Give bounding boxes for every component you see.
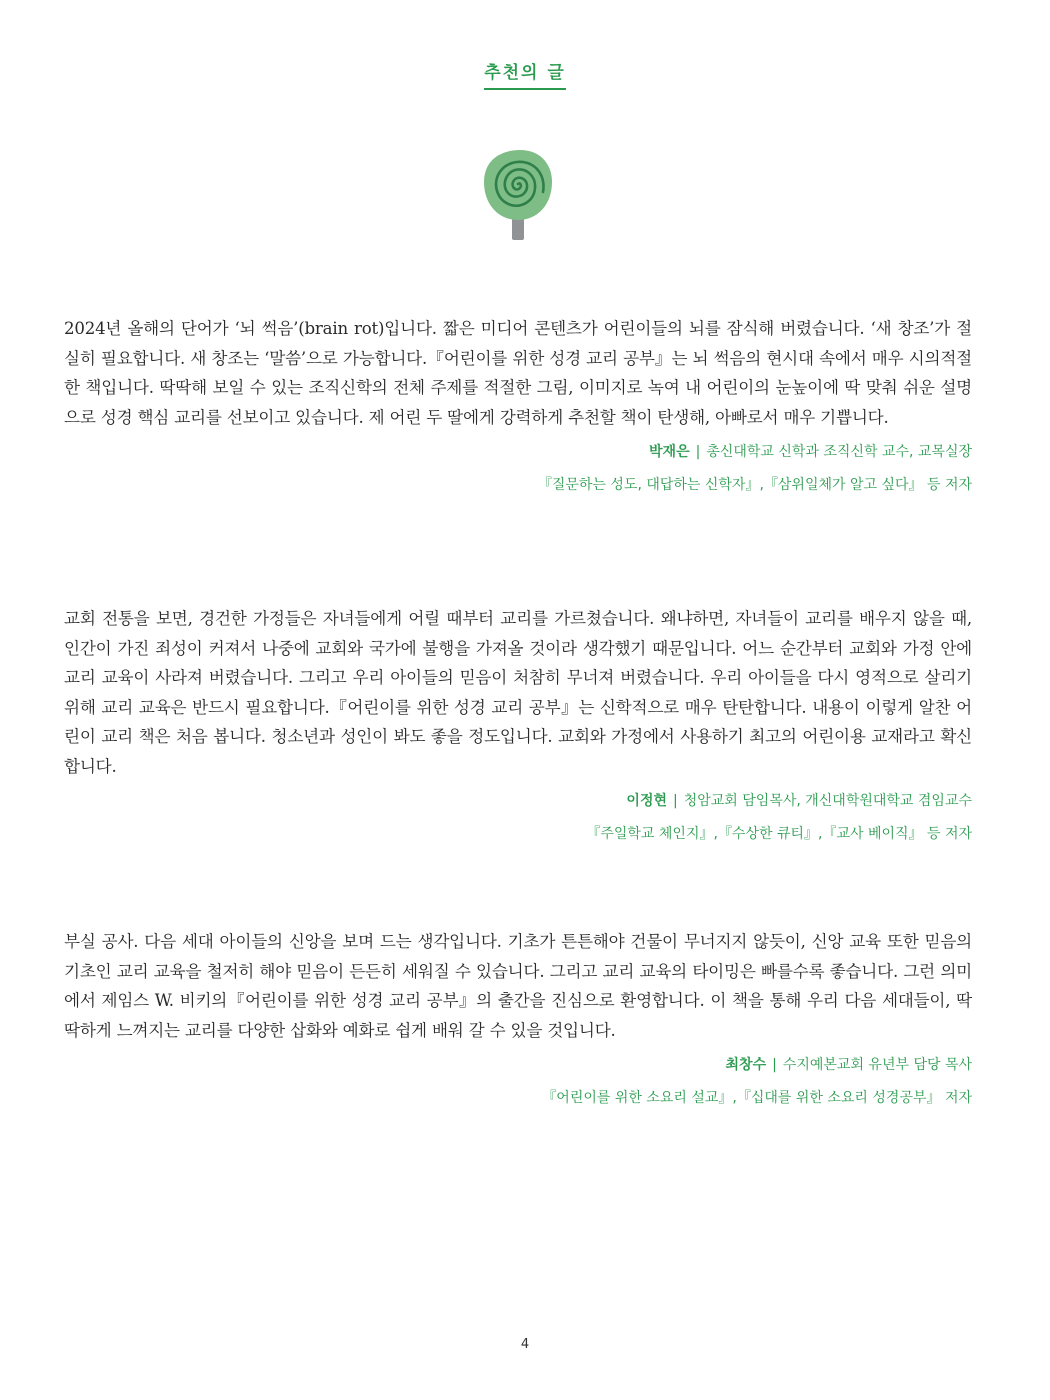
author-name: 최창수 <box>725 1057 767 1073</box>
author-position: 청암교회 담임목사, 개신대학원대학교 겸임교수 <box>683 793 972 809</box>
section-title-text: 추천의 글 <box>484 58 566 90</box>
credit-separator: | <box>695 444 701 460</box>
author-position: 총신대학교 신학과 조직신학 교수, 교목실장 <box>706 444 972 460</box>
recommendation-text: 부실 공사. 다음 세대 아이들의 신앙을 보며 드는 생각입니다. 기초가 튼튼해야 건물이 무너지지 않듯이, 신앙 교육 또한 믿음의 기초인 교리 교육을 철저히 해야 믿음이 든든히 세워질 수 있습니다. 그리고 교리 교육의 타이밍은 빠를수록 좋습니다. 그런 의미에서 제임스 W. 비키의『어린이를 위한 성경 교리 공부』의 출간을 진심으로 환영합니다. 이 책을 통해 우리 다음 세대들이, 딱딱하게 느껴지는 교리를 다양한 삽화와 예화로 쉽게 배워 갈 수 있을 것입니다. <box>64 932 972 1040</box>
recommendation-block-2 <box>64 604 972 844</box>
tree-illustration-icon <box>478 146 558 242</box>
credit-separator: | <box>673 793 678 809</box>
recommendation-block-3 <box>64 927 972 1108</box>
section-title <box>0 58 1050 90</box>
author-books: 『주일학교 체인지』,『수상한 큐티』,『교사 베이직』 등 저자 <box>586 826 972 842</box>
recommendation-text: 2024년 올해의 단어가 ‘뇌 썩음’(brain rot)입니다. 짧은 미디어 콘텐츠가 어린이들의 뇌를 잠식해 버렸습니다. ‘새 창조’가 절실히 필요합니다. 새 창조는 ‘말씀’으로 가능합니다.『어린이를 위한 성경 교리 공부』는 뇌 썩음의 현시대 속에서 매우 시의적절한 책입니다. 딱딱해 보일 수 있는 조직신학의 전체 주제를 적절한 그림, 이미지로 녹여 내 어린이의 눈높이에 딱 맞춰 쉬운 설명으로 성경 핵심 교리를 선보이고 있습니다. 제 어린 두 딸에게 강력하게 추천할 책이 탄생해, 아빠로서 매우 기쁩니다. <box>64 319 972 427</box>
author-books: 『질문하는 성도, 대답하는 신학자』,『삼위일체가 알고 싶다』 등 저자 <box>537 477 972 493</box>
page-number: 4 <box>520 1337 530 1352</box>
author-name: 이정현 <box>626 793 667 809</box>
author-credit <box>64 791 972 811</box>
recommendation-text: 교회 전통을 보면, 경건한 가정들은 자녀들에게 어릴 때부터 교리를 가르쳤습니다. 왜냐하면, 자녀들이 교리를 배우지 않을 때, 인간이 가진 죄성이 커져서 나중에 교회와 국가에 불행을 가져올 것이라 생각했기 때문입니다. 어느 순간부터 교회와 가정 안에 교리 교육이 사라져 버렸습니다. 그리고 우리 아이들의 믿음이 처참히 무너져 버렸습니다. 우리 아이들을 다시 영적으로 살리기 위해 교리 교육은 반드시 필요합니다.『어린이를 위한 성경 교리 공부』는 신학적으로 매우 탄탄합니다. 내용이 이렇게 알찬 어린이 교리 책은 처음 봅니다. 청소년과 성인이 봐도 좋을 정도입니다. 교회와 가정에서 사용하기 최고의 어린이용 교재라고 확신합니다. <box>64 609 972 776</box>
author-credit <box>64 1055 972 1075</box>
author-position: 수지예본교회 유년부 담당 목사 <box>782 1057 972 1073</box>
author-credit <box>64 442 972 462</box>
credit-separator: | <box>772 1057 777 1073</box>
author-books: 『어린이를 위한 소요리 설교』,『십대를 위한 소요리 성경공부』 저자 <box>542 1090 972 1106</box>
author-name: 박재은 <box>649 444 690 460</box>
recommendation-block-1 <box>64 314 972 495</box>
